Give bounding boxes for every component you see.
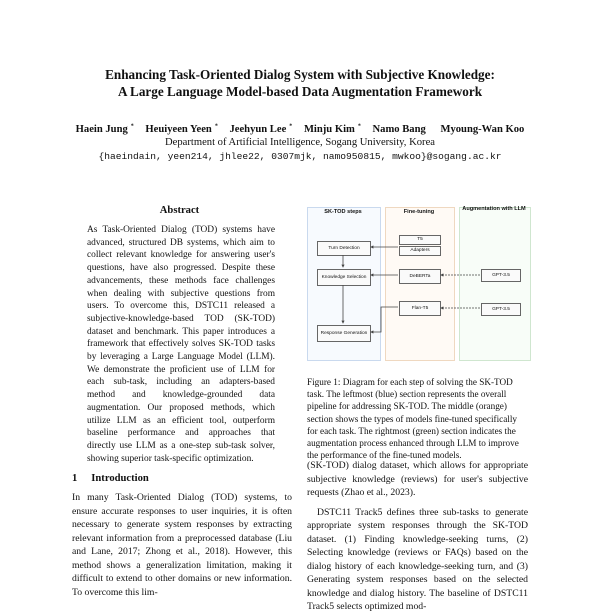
abstract-text: As Task-Oriented Dialog (TOD) systems have advanced, structured DB systems, which aim to collect relevant knowledge for answering user's questions, have also progressed. Despite these advancements, these methods face challenges when dealing with subjective questions from users. To overcome this, DSTC11 released a subjective-knowledge-based TOD (SK-TOD) dataset and benchmark. This paper introduces a framework that effectively solves SK-TOD tasks by leveraging a Large Language Model (LLM). We demonstrate the proficient use of LLM for each sub-task, including an adapters-based method and knowledge-grounded data augmentation. Our proposed methods, which utilize LLM as an efficient tool, outperform baseline performance and approaches that directly use LLM as a one-step sub-task solver, showing superior task-specific optimization. [87, 225, 275, 464]
gpt35-box-1: GPT-3.5 [481, 269, 521, 282]
author: Namo Bang [372, 123, 426, 135]
deberta-box: DeBERTa [399, 269, 441, 284]
author-list [0, 123, 600, 135]
author: Myoung-Wan Koo [440, 123, 525, 135]
author: Heuiyeen Yeen * [145, 123, 218, 135]
author: Jeehyun Lee * [229, 123, 293, 135]
section-heading-introduction [72, 473, 149, 484]
right-column-text [307, 459, 528, 614]
section-number: 1 [72, 473, 78, 484]
section-title: Introduction [91, 473, 149, 484]
title-line-1: Enhancing Task-Oriented Dialog System with Subjective Knowledge: [105, 67, 495, 82]
t5-box: T5 [399, 235, 441, 245]
knowledge-selection-box: Knowledge Selection [317, 269, 371, 286]
arrow [371, 307, 398, 332]
finetune-heading: Fine-tuning [403, 209, 435, 215]
author: Haein Jung * [75, 123, 134, 135]
gpt35-box-2: GPT-3.5 [481, 303, 521, 316]
response-generation-box: Response Generation [317, 325, 371, 342]
introduction-text: In many Task-Oriented Dialog (TOD) systems, to ensure accurate responses to user inquiries, it is often necessary to generate system responses by extracting relevant information from a preprocessed database (Liu and Lane, 2017; Zhong et al., 2018). However, this method shows a generalization limitation, making it difficult to extend to other domains or new information. To overcome this lim- [72, 492, 292, 598]
paper-title [0, 66, 600, 100]
figure-1-diagram [305, 203, 533, 363]
flan-t5-box: Flan-T5 [399, 301, 441, 316]
augment-heading: Augmentation with LLM [462, 206, 526, 212]
figure-1-caption: Figure 1: Diagram for each step of solving the SK-TOD task. The leftmost (blue) section represents the overall pipeline for addressing SK-TOD. The middle (orange) section shows the types of models fine-tuned specifically for each task. The rightmost (green) section indicates the augmentation process enhanced through LLM to improve the performance of the fine-tuned models. [307, 377, 519, 461]
affiliation: Department of Artificial Intelligence, Sogang University, Korea [165, 137, 435, 148]
steps-heading: SK-TOD steps [324, 209, 362, 215]
paragraph: DSTC11 Track5 defines three sub-tasks to generate appropriate system responses through the SK-TOD dataset. (1) Finding knowledge-seeking turns, (2) Selecting knowledge (reviews or FAQs) based on the dialog history of each knowledge-seeking turn, and (3) Generating system responses based on the selected knowledge and dialog history. The baseline of DSTC11 Track5 selects optimized mod- [307, 506, 528, 612]
author: Minju Kim * [303, 123, 361, 135]
adapters-box: Adapters [399, 246, 441, 256]
title-line-2: A Large Language Model-based Data Augmentation Framework [117, 84, 483, 99]
author-emails: {haeindain, yeen214, jhlee22, 0307mjk, namo950815, mwkoo}@sogang.ac.kr [98, 151, 502, 162]
figure-arrows [305, 203, 533, 363]
abstract-heading: Abstract [159, 205, 200, 216]
paragraph: (SK-TOD) dialog dataset, which allows for appropriate subjective knowledge (reviews) for user's subjective requests (Zhao et al., 2023). [307, 460, 528, 498]
turn-detection-box: Turn Detection [317, 241, 371, 256]
